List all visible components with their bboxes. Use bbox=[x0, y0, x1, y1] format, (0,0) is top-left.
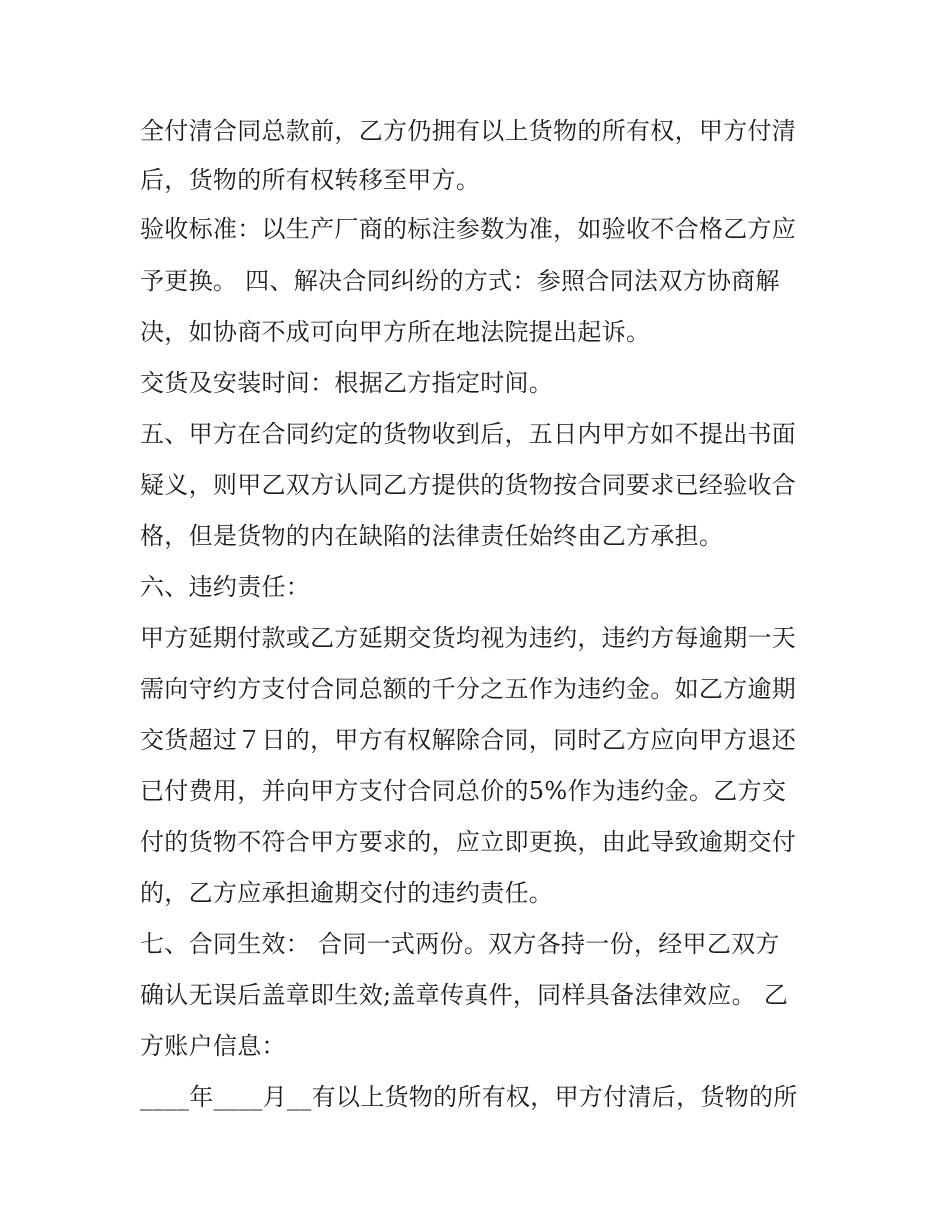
text-line: 六、违约责任： bbox=[140, 573, 311, 601]
text-line: 确认无误后盖章即生效;盖章传真件，同样具备法律效应。 乙 bbox=[140, 981, 789, 1009]
text-line: 甲方延期付款或乙方延期交货均视为违约，违约方每逾期一天 bbox=[140, 624, 797, 652]
text-line: 疑义，则甲乙双方认同乙方提供的货物按合同要求已经验收合 bbox=[140, 471, 797, 499]
text-line: 予更换。 四、解决合同纠纷的方式：参照合同法双方协商解 bbox=[140, 267, 780, 295]
text-line: ____年____月__有以上货物的所有权，甲方付清后，货物的所 bbox=[140, 1083, 798, 1111]
text-line: 交货及安装时间：根据乙方指定时间。 bbox=[140, 369, 554, 397]
text-line: 验收标准：以生产厂商的标注参数为准，如验收不合格乙方应 bbox=[140, 215, 797, 243]
text-line: 付的货物不符合甲方要求的，应立即更换，由此导致逾期交付 bbox=[140, 828, 797, 856]
text-line: 七、合同生效： 合同一式两份。双方各持一份，经甲乙双方 bbox=[140, 930, 780, 958]
text-line: 方账户信息： bbox=[140, 1032, 286, 1060]
text-line: 决，如协商不成可向甲方所在地法院提出起诉。 bbox=[140, 318, 651, 346]
text-line: 需向守约方支付合同总额的千分之五作为违约金。如乙方逾期 bbox=[140, 675, 797, 703]
text-line: 已付费用，并向甲方支付合同总价的5%作为违约金。乙方交 bbox=[140, 777, 787, 805]
text-line: 后，货物的所有权转移至甲方。 bbox=[140, 166, 481, 194]
text-line: 五、甲方在合同约定的货物收到后，五日内甲方如不提出书面 bbox=[140, 420, 797, 448]
text-line: 的，乙方应承担逾期交付的违约责任。 bbox=[140, 879, 554, 907]
text-line: 交货超过７日的，甲方有权解除合同，同时乙方应向甲方退还 bbox=[140, 726, 797, 754]
text-line: 全付清合同总款前，乙方仍拥有以上货物的所有权，甲方付清 bbox=[140, 117, 797, 145]
text-line: 格，但是货物的内在缺陷的法律责任始终由乙方承担。 bbox=[140, 522, 724, 550]
